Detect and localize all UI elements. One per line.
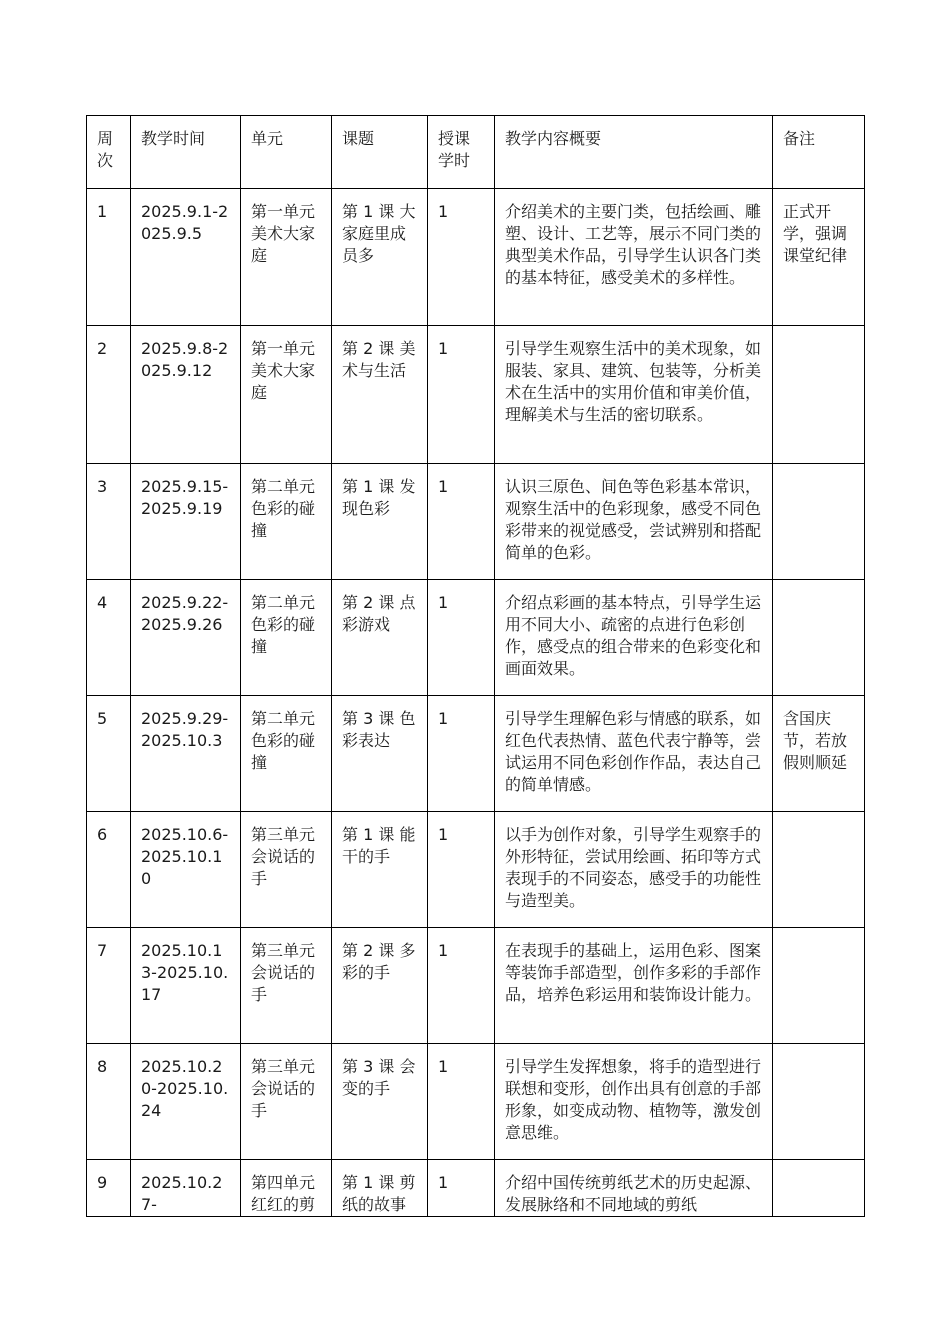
cell-time: 2025.9.29-2025.10.3 [131, 696, 241, 812]
cell-unit: 第三单元会说话的手 [241, 812, 332, 928]
table-row [87, 696, 865, 812]
cell-hours: 1 [428, 1160, 495, 1217]
teaching-schedule-table [86, 115, 865, 1217]
cell-content: 在表现手的基础上，运用色彩、图案等装饰手部造型，创作多彩的手部作品，培养色彩运用和装饰设计能力。 [495, 928, 773, 1044]
cell-week: 1 [87, 189, 131, 326]
cell-week: 3 [87, 464, 131, 580]
cell-content: 认识三原色、间色等色彩基本常识，观察生活中的色彩现象，感受不同色彩带来的视觉感受，尝试辨别和搭配简单的色彩。 [495, 464, 773, 580]
header-week: 周次 [87, 116, 131, 189]
cell-topic: 第 2 课 点彩游戏 [332, 580, 428, 696]
cell-time: 2025.10.20-2025.10.24 [131, 1044, 241, 1160]
cell-week: 2 [87, 326, 131, 464]
cell-topic: 第 2 课 多彩的手 [332, 928, 428, 1044]
cell-week: 8 [87, 1044, 131, 1160]
cell-time: 2025.9.8-2025.9.12 [131, 326, 241, 464]
cell-time: 2025.9.15-2025.9.19 [131, 464, 241, 580]
cell-unit: 第三单元会说话的手 [241, 928, 332, 1044]
cell-unit: 第二单元色彩的碰撞 [241, 580, 332, 696]
table-row [87, 1160, 865, 1217]
cell-week: 5 [87, 696, 131, 812]
cell-hours: 1 [428, 580, 495, 696]
cell-time: 2025.10.6-2025.10.10 [131, 812, 241, 928]
table-row [87, 580, 865, 696]
cell-note [773, 1160, 865, 1217]
cell-unit: 第一单元美术大家庭 [241, 326, 332, 464]
cell-week: 9 [87, 1160, 131, 1217]
cell-unit: 第一单元美术大家庭 [241, 189, 332, 326]
cell-content: 介绍点彩画的基本特点，引导学生运用不同大小、疏密的点进行色彩创作，感受点的组合带来的色彩变化和画面效果。 [495, 580, 773, 696]
header-unit: 单元 [241, 116, 332, 189]
table-row [87, 1044, 865, 1160]
cell-content: 以手为创作对象，引导学生观察手的外形特征，尝试用绘画、拓印等方式表现手的不同姿态，感受手的功能性与造型美。 [495, 812, 773, 928]
cell-hours: 1 [428, 696, 495, 812]
cell-unit: 第四单元红红的剪 [241, 1160, 332, 1217]
table-row [87, 189, 865, 326]
cell-hours: 1 [428, 464, 495, 580]
cell-hours: 1 [428, 812, 495, 928]
cell-topic: 第 1 课 剪纸的故事 [332, 1160, 428, 1217]
cell-time: 2025.9.1-2025.9.5 [131, 189, 241, 326]
cell-hours: 1 [428, 928, 495, 1044]
cell-note [773, 928, 865, 1044]
cell-topic: 第 3 课 色彩表达 [332, 696, 428, 812]
header-note: 备注 [773, 116, 865, 189]
cell-note [773, 812, 865, 928]
cell-note [773, 1044, 865, 1160]
cell-note: 含国庆节，若放假则顺延 [773, 696, 865, 812]
table-row [87, 326, 865, 464]
cell-content: 介绍中国传统剪纸艺术的历史起源、发展脉络和不同地域的剪纸 [495, 1160, 773, 1217]
cell-unit: 第二单元色彩的碰撞 [241, 464, 332, 580]
cell-note [773, 464, 865, 580]
cell-time: 2025.10.27- [131, 1160, 241, 1217]
cell-content: 引导学生理解色彩与情感的联系，如红色代表热情、蓝色代表宁静等，尝试运用不同色彩创作作品，表达自己的简单情感。 [495, 696, 773, 812]
cell-topic: 第 1 课 大家庭里成员多 [332, 189, 428, 326]
header-content: 教学内容概要 [495, 116, 773, 189]
cell-unit: 第三单元会说话的手 [241, 1044, 332, 1160]
cell-hours: 1 [428, 1044, 495, 1160]
cell-note: 正式开学，强调课堂纪律 [773, 189, 865, 326]
cell-time: 2025.9.22-2025.9.26 [131, 580, 241, 696]
cell-topic: 第 3 课 会变的手 [332, 1044, 428, 1160]
cell-topic: 第 2 课 美术与生活 [332, 326, 428, 464]
cell-hours: 1 [428, 189, 495, 326]
cell-topic: 第 1 课 能干的手 [332, 812, 428, 928]
table-row [87, 464, 865, 580]
table-row [87, 812, 865, 928]
header-topic: 课题 [332, 116, 428, 189]
cell-content: 引导学生观察生活中的美术现象，如服装、家具、建筑、包装等，分析美术在生活中的实用价值和审美价值，理解美术与生活的密切联系。 [495, 326, 773, 464]
cell-unit: 第二单元色彩的碰撞 [241, 696, 332, 812]
cell-content: 引导学生发挥想象，将手的造型进行联想和变形，创作出具有创意的手部形象，如变成动物、植物等，激发创意思维。 [495, 1044, 773, 1160]
cell-note [773, 580, 865, 696]
cell-note [773, 326, 865, 464]
cell-time: 2025.10.13-2025.10.17 [131, 928, 241, 1044]
header-hours: 授课学时 [428, 116, 495, 189]
header-time: 教学时间 [131, 116, 241, 189]
cell-content: 介绍美术的主要门类，包括绘画、雕塑、设计、工艺等，展示不同门类的典型美术作品，引导学生认识各门类的基本特征，感受美术的多样性。 [495, 189, 773, 326]
cell-hours: 1 [428, 326, 495, 464]
cell-topic: 第 1 课 发现色彩 [332, 464, 428, 580]
cell-week: 4 [87, 580, 131, 696]
table-row [87, 928, 865, 1044]
cell-week: 7 [87, 928, 131, 1044]
cell-week: 6 [87, 812, 131, 928]
table-header-row [87, 116, 865, 189]
